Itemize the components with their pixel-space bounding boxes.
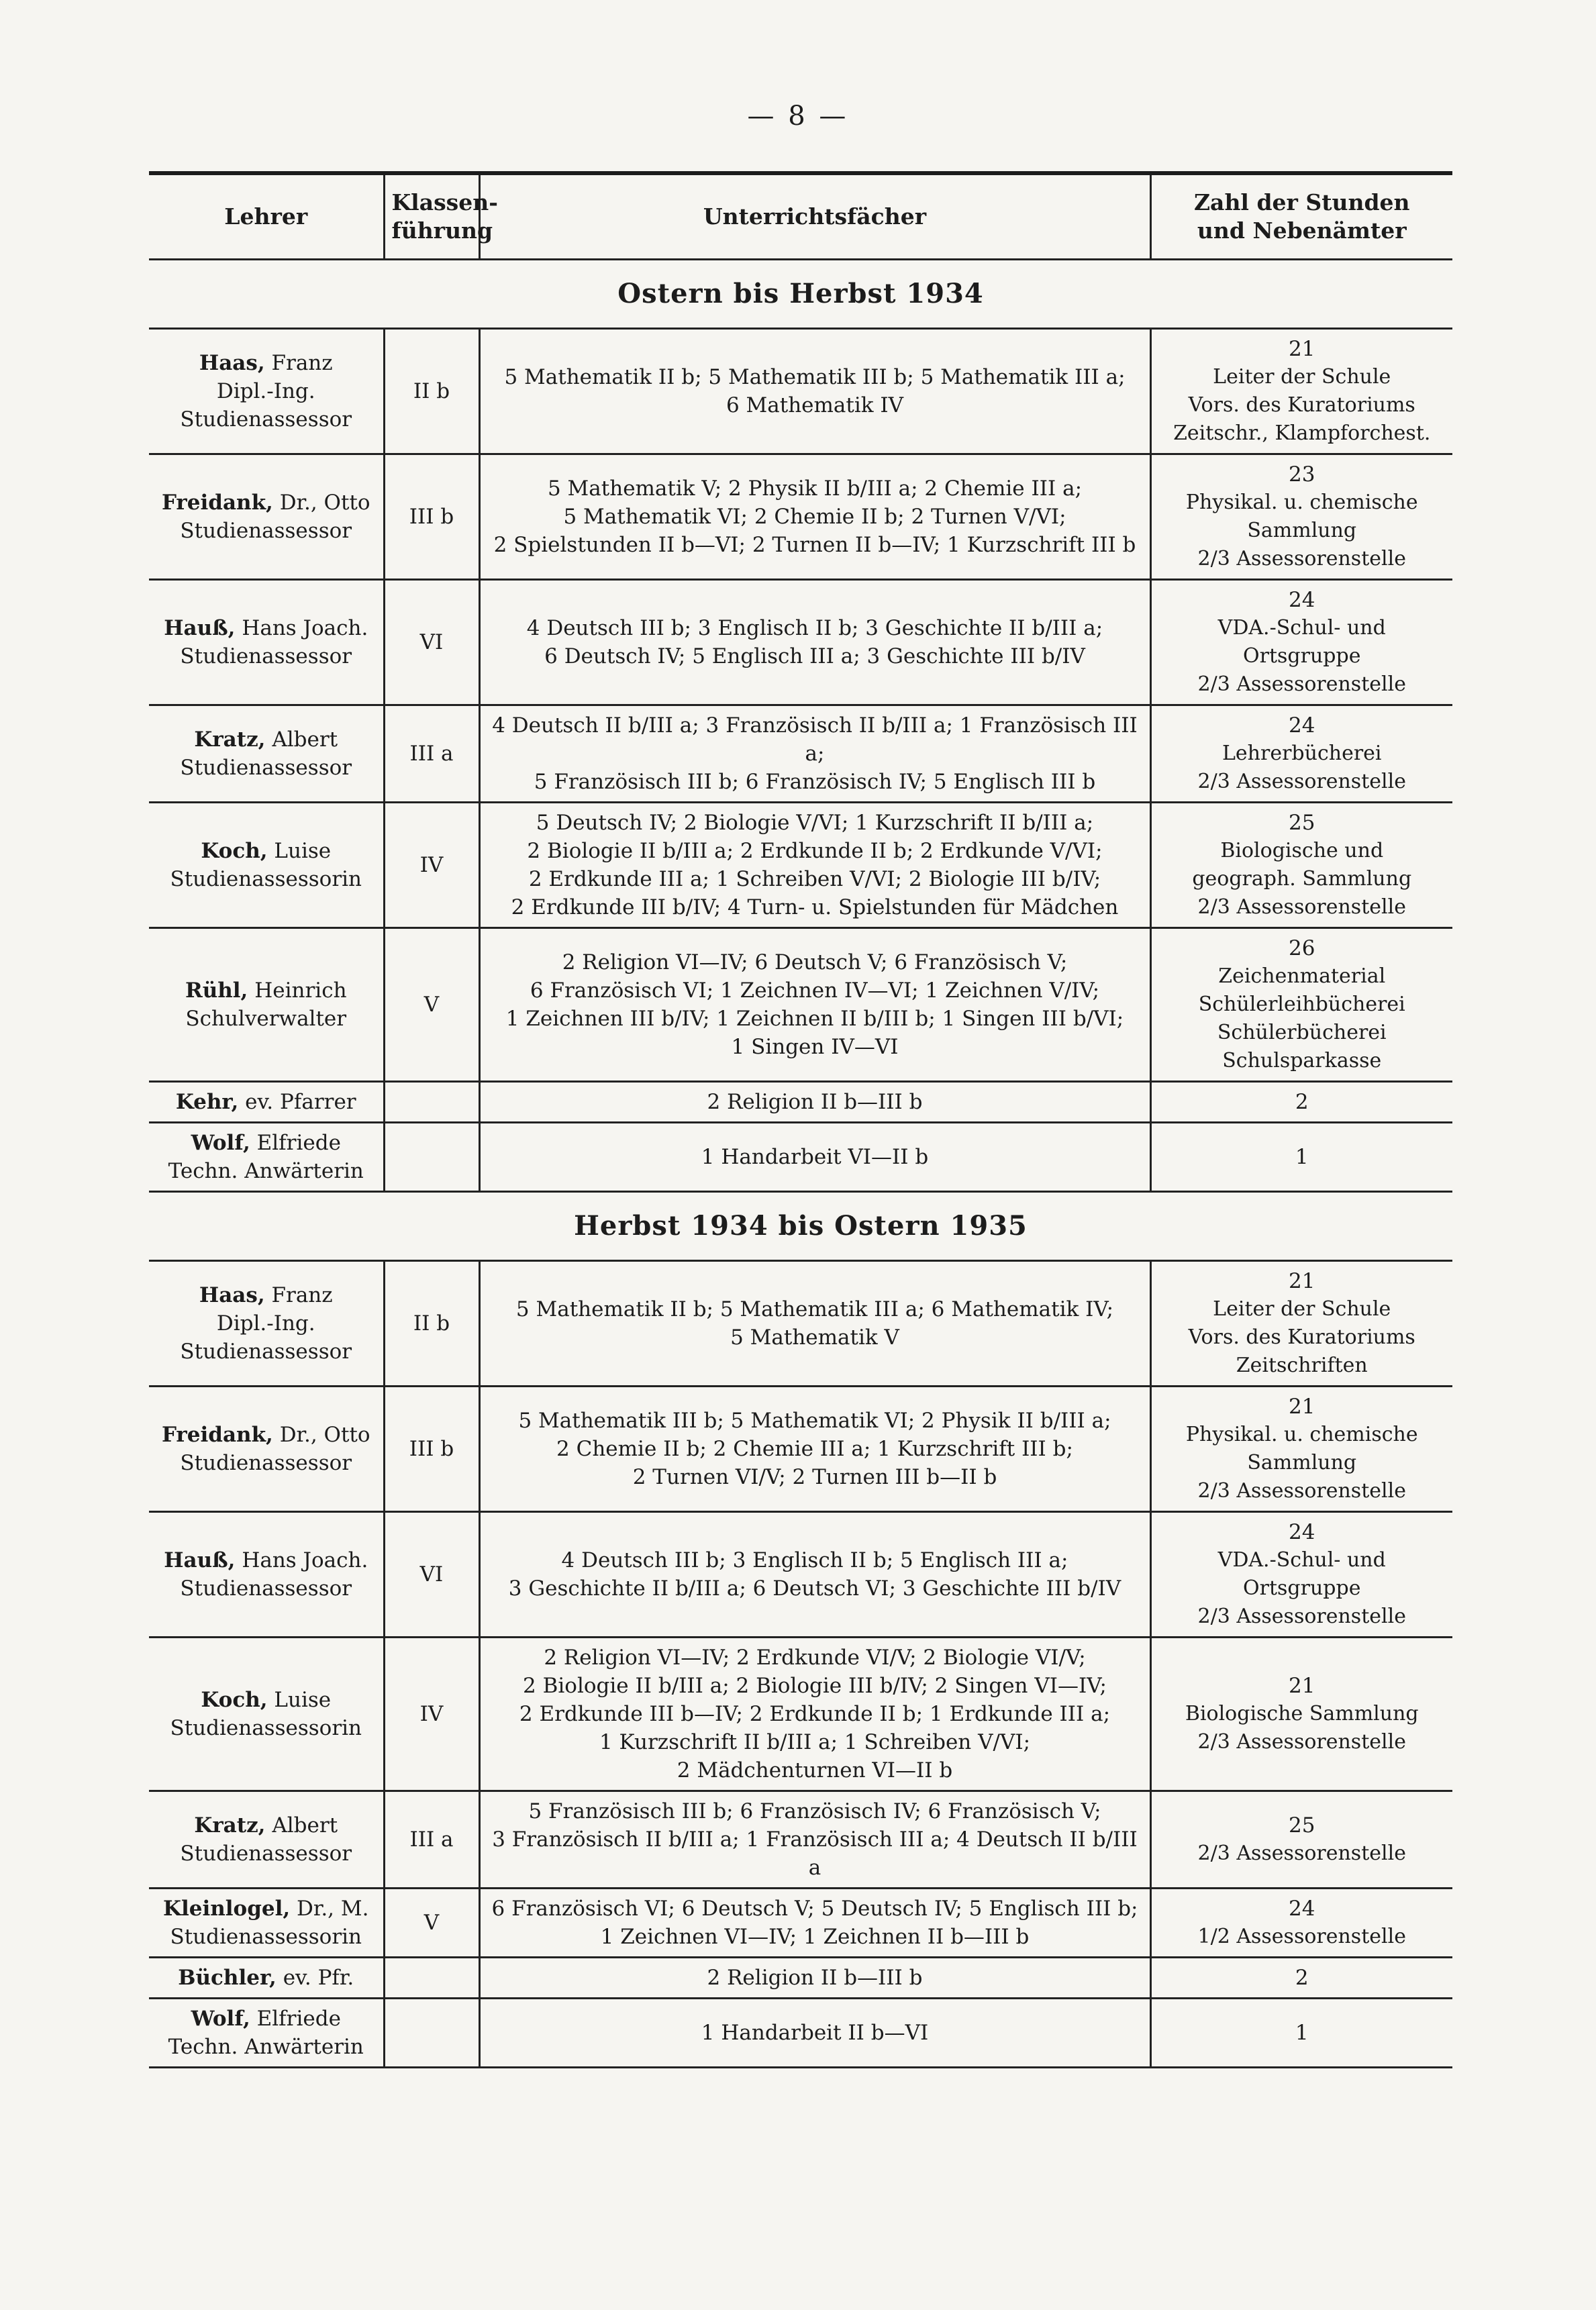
teacher-surname: Koch, [201,839,268,863]
teacher-given-name: ev. Pfarrer [245,1090,356,1114]
teacher-cell [149,1082,384,1123]
subject-line: 1 Singen IV—VI [731,1035,899,1059]
class-lead-cell [384,1082,479,1123]
side-duty: 2/3 Assessorenstelle [1197,1605,1406,1628]
header-hours-line1: Zahl der Stunden [1193,189,1410,215]
subject-line: 6 Französisch VI; 1 Zeichnen IV—VI; 1 Zeichnen V/IV; [530,978,1100,1003]
subject-line: 1 Kurzschrift II b/III a; 1 Schreiben V/VI; [599,1730,1031,1754]
subjects-cell [479,454,1150,580]
teacher-name-line [156,1281,377,1309]
class-lead-cell: VI [384,1512,479,1638]
class-lead-cell [384,1123,479,1192]
side-duty: Zeichenmaterial [1218,964,1386,988]
class-lead-cell: III b [384,454,479,580]
teacher-title: Studienassessorin [170,867,362,891]
teacher-cell [149,1638,384,1791]
teacher-row [149,1889,1452,1958]
subject-line: 5 Französisch III b; 6 Französisch IV; 5 Englisch III b [534,770,1096,794]
hours-count: 24 [1289,1897,1315,1921]
class-lead-cell: III b [384,1387,479,1512]
teacher-name-line [156,1811,377,1840]
side-duty: 2/3 Assessorenstelle [1197,1479,1406,1503]
teacher-cell [149,329,384,454]
hours-cell [1150,1123,1452,1192]
teacher-given-name: Dr., M. [297,1897,369,1921]
period-row [149,1192,1452,1261]
hours-cell [1150,1638,1452,1791]
header-teacher: Lehrer [149,175,384,260]
class-lead-cell [384,1958,479,1999]
side-duty: 1/2 Assessorenstelle [1197,1925,1406,1948]
teacher-name-line [156,976,377,1005]
teacher-name-line [156,614,377,642]
teacher-surname: Wolf, [191,2007,250,2031]
subject-line: 6 Französisch VI; 6 Deutsch V; 5 Deutsch IV; 5 Englisch III b; [491,1897,1138,1921]
hours-count: 21 [1289,1269,1315,1293]
subject-line: 2 Spielstunden II b—VI; 2 Turnen II b—IV; 1 Kurzschrift III b [493,533,1136,557]
hours-count: 21 [1289,337,1315,361]
teacher-row [149,1638,1452,1791]
hours-count: 23 [1289,462,1315,487]
teacher-title: Studienassessor [180,1451,352,1475]
hours-count: 25 [1289,811,1315,835]
header-class-lead [384,175,498,260]
side-duty: Physikal. u. chemische [1185,491,1418,514]
teacher-given-name: Franz [271,351,333,375]
teacher-row [149,1999,1452,2068]
teacher-surname: Haas, [199,1283,265,1307]
side-duty: VDA.-Schul- und [1217,616,1386,640]
teacher-name-line [156,1546,377,1574]
class-lead-cell: II b [384,1261,479,1387]
subjects-cell [479,1889,1150,1958]
teacher-title: Studienassessor [180,1576,352,1601]
teacher-surname: Büchler, [178,1966,277,1990]
class-lead-cell: IV [384,1638,479,1791]
subject-line: 5 Mathematik III b; 5 Mathematik VI; 2 Physik II b/III a; [518,1409,1111,1433]
subject-line: 4 Deutsch III b; 3 Englisch II b; 3 Geschichte II b/III a; [526,616,1103,640]
side-duty: Schulsparkasse [1222,1049,1382,1072]
subject-line: 5 Mathematik V; 2 Physik II b/III a; 2 Chemie III a; [547,476,1083,501]
teacher-title: Studienassessor [180,644,352,668]
subject-line: 4 Deutsch III b; 3 Englisch II b; 5 Englisch III a; [561,1548,1068,1572]
hours-cell [1150,1261,1452,1387]
subjects-cell [479,1082,1150,1123]
side-duty: Vors. des Kuratoriums [1188,1325,1415,1349]
teacher-title: Studienassessorin [170,1925,362,1949]
teacher-row [149,1791,1452,1889]
teacher-title: Dipl.-Ing. [216,1311,315,1336]
subjects-cell [479,1638,1150,1791]
schedule-body [149,260,1452,2068]
teacher-cell [149,1791,384,1889]
teacher-cell [149,1999,384,2068]
subjects-cell [479,1387,1150,1512]
subjects-cell [479,1261,1150,1387]
side-duty: 2/3 Assessorenstelle [1197,547,1406,570]
subject-line: 5 Französisch III b; 6 Französisch IV; 6 Französisch V; [528,1799,1101,1823]
subject-line: 2 Erdkunde III b—IV; 2 Erdkunde II b; 1 Erdkunde III a; [519,1702,1111,1726]
teacher-given-name: ev. Pfr. [283,1966,354,1990]
class-lead-cell: V [384,928,479,1082]
teacher-surname: Kleinlogel, [163,1897,291,1921]
side-duty: Zeitschr., Klampforchest. [1173,421,1431,445]
hours-count: 21 [1289,1674,1315,1698]
teacher-name-line [156,349,377,377]
teacher-name-line [156,837,377,865]
teacher-row [149,329,1452,454]
teacher-row [149,1387,1452,1512]
teacher-schedule-table [149,175,1452,2068]
teacher-row [149,803,1452,928]
subject-line: 2 Turnen VI/V; 2 Turnen III b—II b [632,1465,997,1489]
subjects-cell [479,580,1150,705]
side-duty: Vors. des Kuratoriums [1188,393,1415,417]
hours-cell [1150,1512,1452,1638]
side-duty: Schülerleihbücherei [1198,993,1405,1016]
side-duty: Zeitschriften [1236,1354,1368,1377]
side-duty: Sammlung [1247,1451,1357,1474]
header-row [149,175,1452,260]
teacher-row [149,580,1452,705]
teacher-title: Studienassessor [180,519,352,543]
hours-cell [1150,1999,1452,2068]
schedule-sheet [149,171,1452,2068]
side-duty: Ortsgruppe [1243,1576,1361,1600]
side-duty: 2/3 Assessorenstelle [1197,1842,1406,1865]
side-duty: 2/3 Assessorenstelle [1197,770,1406,793]
teacher-name-line [156,489,377,517]
teacher-cell [149,928,384,1082]
side-duty: VDA.-Schul- und [1217,1548,1386,1572]
class-lead-cell: III a [384,1791,479,1889]
subject-line: 5 Mathematik VI; 2 Chemie II b; 2 Turnen V/VI; [563,505,1066,529]
subjects-cell [479,1123,1150,1192]
subject-line: 2 Biologie II b/III a; 2 Biologie III b/IV; 2 Singen VI—IV; [523,1674,1107,1698]
class-lead-cell: IV [384,803,479,928]
subjects-cell [479,1999,1150,2068]
teacher-row [149,1512,1452,1638]
header-hours-line2: und Nebenämter [1197,217,1407,244]
subject-line: 1 Handarbeit II b—VI [701,2021,929,2045]
subject-line: 6 Mathematik IV [726,393,904,417]
subject-line: 3 Geschichte II b/III a; 6 Deutsch VI; 3 Geschichte III b/IV [508,1576,1121,1601]
teacher-row [149,705,1452,803]
hours-cell [1150,580,1452,705]
subject-line: 1 Zeichnen III b/IV; 1 Zeichnen II b/III b; 1 Singen III b/VI; [505,1007,1124,1031]
subjects-cell [479,1512,1150,1638]
side-duty: geograph. Sammlung [1192,867,1412,891]
period-title: Herbst 1934 bis Ostern 1935 [149,1192,1452,1261]
period-title: Ostern bis Herbst 1934 [149,260,1452,329]
teacher-cell [149,705,384,803]
teacher-given-name: Albert [272,727,338,752]
header-subjects: Unterrichtsfächer [479,175,1150,260]
teacher-name-line [156,2005,377,2033]
teacher-cell [149,1512,384,1638]
subject-line: 3 Französisch II b/III a; 1 Französisch III a; 4 Deutsch II b/III a [492,1827,1138,1880]
teacher-surname: Kratz, [194,1813,266,1838]
subjects-cell [479,1958,1150,1999]
class-lead-cell: III a [384,705,479,803]
hours-cell [1150,1082,1452,1123]
teacher-row [149,1082,1452,1123]
side-duty: Leiter der Schule [1213,365,1391,389]
side-duty: Schülerbücherei [1217,1021,1387,1044]
teacher-given-name: Luise [274,839,332,863]
teacher-title: Techn. Anwärterin [168,2035,364,2059]
teacher-cell [149,803,384,928]
subject-line: 2 Religion VI—IV; 2 Erdkunde VI/V; 2 Biologie VI/V; [544,1646,1086,1670]
hours-cell [1150,1387,1452,1512]
period-row [149,260,1452,329]
subjects-cell [479,329,1150,454]
hours-cell [1150,928,1452,1082]
teacher-name-line [156,1964,377,1992]
subject-line: 6 Deutsch IV; 5 Englisch III a; 3 Geschichte III b/IV [544,644,1085,668]
hours-cell [1150,803,1452,928]
side-duty: 2/3 Assessorenstelle [1197,1730,1406,1754]
teacher-surname: Kehr, [175,1090,239,1114]
teacher-row [149,1958,1452,1999]
side-duty: Physikal. u. chemische [1185,1423,1418,1446]
teacher-name-line [156,1895,377,1923]
teacher-row [149,1261,1452,1387]
header-hours [1150,175,1452,260]
side-duty: Biologische Sammlung [1185,1702,1419,1725]
subject-line: 2 Erdkunde III a; 1 Schreiben V/VI; 2 Biologie III b/IV; [528,867,1101,891]
hours-count: 2 [1295,1966,1309,1990]
teacher-row [149,1123,1452,1192]
hours-count: 1 [1295,2021,1309,2045]
hours-count: 21 [1289,1395,1315,1419]
subject-line: 5 Deutsch IV; 2 Biologie V/VI; 1 Kurzschrift II b/III a; [536,811,1094,835]
teacher-cell [149,1387,384,1512]
teacher-surname: Kratz, [194,727,266,752]
hours-cell [1150,329,1452,454]
subjects-cell [479,705,1150,803]
subject-line: 2 Mädchenturnen VI—II b [677,1758,953,1782]
teacher-cell [149,1889,384,1958]
teacher-cell [149,1123,384,1192]
teacher-title: Techn. Anwärterin [168,1159,364,1183]
class-lead-cell: II b [384,329,479,454]
teacher-title: Studienassessor [180,1842,352,1866]
subject-line: 2 Religion VI—IV; 6 Deutsch V; 6 Französisch V; [562,950,1068,974]
teacher-surname: Hauß, [164,1548,236,1572]
header-class-lead-line2: führung [391,217,493,244]
subject-line: 4 Deutsch II b/III a; 3 Französisch II b/III a; 1 Französisch III a; [492,713,1138,766]
side-duty: Sammlung [1247,519,1357,542]
teacher-given-name: Albert [272,1813,338,1838]
teacher-given-name: Luise [274,1688,332,1712]
teacher-title: Studienassessor [180,1340,352,1364]
hours-cell [1150,1791,1452,1889]
hours-cell [1150,1958,1452,1999]
teacher-title: Studienassessor [180,756,352,780]
teacher-surname: Freidank, [161,491,273,515]
hours-count: 24 [1289,1520,1315,1544]
class-lead-cell: VI [384,580,479,705]
side-duty: Biologische und [1220,839,1384,862]
subject-line: 1 Zeichnen VI—IV; 1 Zeichnen II b—III b [600,1925,1030,1949]
teacher-given-name: Hans Joach. [242,616,368,640]
teacher-row [149,928,1452,1082]
hours-count: 25 [1289,1813,1315,1838]
teacher-given-name: Hans Joach. [242,1548,368,1572]
subject-line: 5 Mathematik V [730,1325,899,1350]
teacher-given-name: Dr., Otto [279,491,370,515]
subject-line: 2 Erdkunde III b/IV; 4 Turn- u. Spielstunden für Mädchen [511,895,1119,919]
teacher-row [149,454,1452,580]
teacher-surname: Freidank, [161,1423,273,1447]
hours-count: 24 [1289,713,1315,738]
teacher-title: Schulverwalter [185,1007,347,1031]
side-duty: Ortsgruppe [1243,644,1361,668]
side-duty: Lehrerbücherei [1221,742,1382,765]
subject-line: 2 Religion II b—III b [707,1090,923,1114]
teacher-surname: Koch, [201,1688,268,1712]
teacher-title: Studienassessorin [170,1716,362,1740]
teacher-cell [149,580,384,705]
hours-count: 2 [1295,1090,1309,1114]
teacher-title: Dipl.-Ing. [216,379,315,403]
class-lead-cell: V [384,1889,479,1958]
hours-count: 1 [1295,1145,1309,1169]
teacher-surname: Rühl, [185,978,248,1003]
subject-line: 2 Chemie II b; 2 Chemie III a; 1 Kurzschrift III b; [556,1437,1073,1461]
teacher-surname: Haas, [199,351,265,375]
teacher-cell [149,454,384,580]
hours-cell [1150,705,1452,803]
hours-cell [1150,1889,1452,1958]
subjects-cell [479,1791,1150,1889]
teacher-surname: Hauß, [164,616,236,640]
subjects-cell [479,803,1150,928]
teacher-name-line [156,1421,377,1449]
teacher-given-name: Dr., Otto [279,1423,370,1447]
teacher-given-name: Heinrich [254,978,347,1003]
hours-cell [1150,454,1452,580]
teacher-name-line [156,1129,377,1157]
teacher-given-name: Elfriede [256,1131,341,1155]
teacher-name-line [156,1686,377,1714]
subjects-cell [479,928,1150,1082]
teacher-surname: Wolf, [191,1131,250,1155]
teacher-cell [149,1261,384,1387]
teacher-title: Studienassessor [180,407,352,432]
hours-count: 24 [1289,588,1315,612]
teacher-given-name: Elfriede [256,2007,341,2031]
side-duty: Leiter der Schule [1213,1297,1391,1321]
subject-line: 1 Handarbeit VI—II b [701,1145,929,1169]
subject-line: 2 Religion II b—III b [707,1966,923,1990]
side-duty: 2/3 Assessorenstelle [1197,895,1406,919]
teacher-cell [149,1958,384,1999]
hours-count: 26 [1289,936,1315,960]
header-class-lead-line1: Klassen- [391,189,498,215]
subject-line: 5 Mathematik II b; 5 Mathematik III b; 5 Mathematik III a; [504,365,1126,389]
page-number: — 8 — [747,101,849,132]
teacher-given-name: Franz [271,1283,333,1307]
subject-line: 5 Mathematik II b; 5 Mathematik III a; 6 Mathematik IV; [515,1297,1114,1321]
class-lead-cell [384,1999,479,2068]
side-duty: 2/3 Assessorenstelle [1197,672,1406,696]
teacher-name-line [156,725,377,754]
subject-line: 2 Biologie II b/III a; 2 Erdkunde II b; 2 Erdkunde V/VI; [527,839,1103,863]
teacher-name-line [156,1088,377,1116]
